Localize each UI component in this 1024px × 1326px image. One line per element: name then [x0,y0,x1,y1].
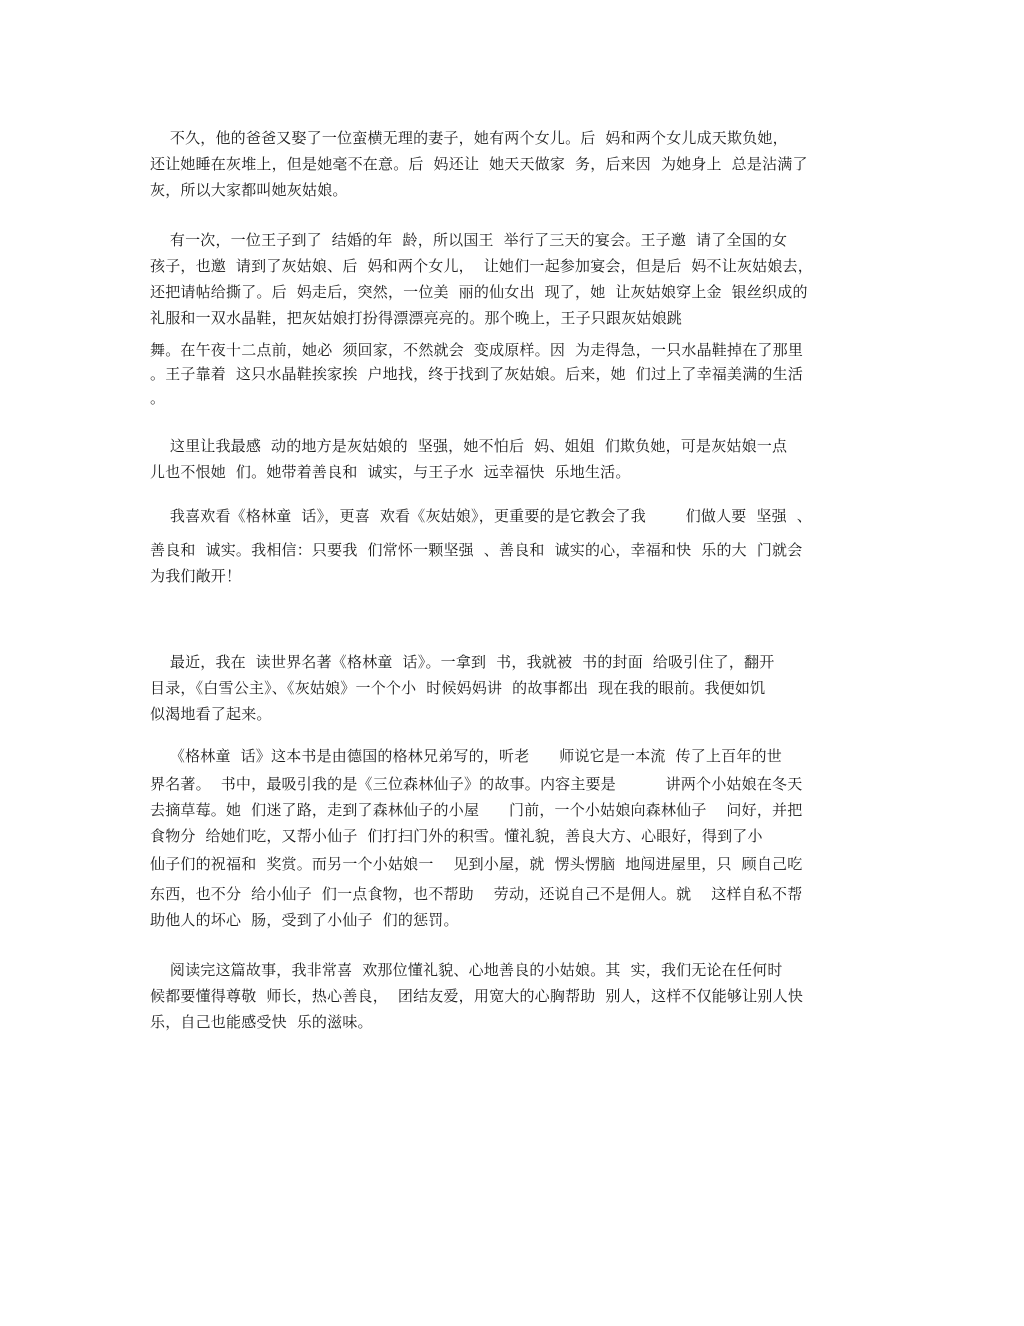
paragraph-2-line-6: 。王子靠着 这只水晶鞋挨家挨 户地找，终于找到了灰姑娘。后来，她 们过上了幸福美满的生活 [150,365,804,383]
paragraph-5-line-1: 最近，我在 读世界名著《格林童 话》。一拿到 书，我就被 书的封面 给吸引住了，翻开 [150,653,775,671]
paragraph-2-line-3: 还把请帖给撕了。后 妈走后，突然，一位美 丽的仙女出 现了，她 让灰姑娘穿上金 银丝织成的 [150,283,808,301]
paragraph-7-line-1: 阅读完这篇故事，我非常喜 欢那位懂礼貌、心地善良的小姑娘。其 实，我们无论在任何时 [150,961,783,979]
paragraph-2-line-5: 舞。在午夜十二点前，她必 须回家，不然就会 变成原样。因 为走得急，一只水晶鞋掉在了那里 [150,341,804,359]
paragraph-6-line-1: 《格林童 话》这本书是由德国的格林兄弟写的，听老 师说它是一本流 传了上百年的世 [150,747,782,765]
paragraph-4-line-2: 善良和 诚实。我相信：只要我 们常怀一颗坚强 、善良和 诚实的心，幸福和快 乐的大 门就会 [150,541,803,559]
paragraph-4-line-1: 我喜欢看《格林童 话》，更喜 欢看《灰姑娘》，更重要的是它教会了我 们做人要 坚强 、 [150,507,812,525]
paragraph-2-line-4: 礼服和一双水晶鞋，把灰姑娘打扮得漂漂亮亮的。那个晚上，王子只跟灰姑娘跳 [150,309,683,327]
paragraph-6-line-3: 去摘草莓。她 们迷了路，走到了森林仙子的小屋 门前，一个小姑娘向森林仙子 问好，并把 [150,801,803,819]
paragraph-6-line-4: 食物分 给她们吃，又帮小仙子 们打扫门外的积雪。懂礼貌，善良大方、心眼好，得到了小 [150,827,763,845]
paragraph-1-line-3: 灰，所以大家都叫她灰姑娘。 [150,181,348,199]
paragraph-6-line-5: 仙子们的祝福和 奖赏。而另一个小姑娘一 见到小屋，就 愣头愣脑 地闯进屋里，只 顾自己吃 [150,855,803,873]
paragraph-2-line-1: 有一次，一位王子到了 结婚的年 龄，所以国王 举行了三天的宴会。王子邀 请了全国的女 [150,231,788,249]
paragraph-7-line-3: 乐，自己也能感受快 乐的滋味。 [150,1013,373,1031]
paragraph-2-line-7: 。 [150,389,166,407]
paragraph-2-line-2: 孩子，也邀 请到了灰姑娘、后 妈和两个女儿， 让她们一起参加宴会，但是后 妈不让灰姑娘去， [150,257,813,275]
paragraph-7-line-2: 候都要懂得尊敬 师长，热心善良， 团结友爱，用宽大的心胸帮助 别人，这样不仅能够让别人快 [150,987,804,1005]
paragraph-6-line-2: 界名著。 书中，最吸引我的是《三位森林仙子》的故事。内容主要是 讲两个小姑娘在冬天 [150,775,803,793]
paragraph-5-line-2: 目录，《白雪公主》、《灰姑娘》一个个小 时候妈妈讲 的故事都出 现在我的眼前。我便如饥 [150,679,766,697]
paragraph-6-line-7: 助他人的坏心 肠，受到了小仙子 们的惩罚。 [150,911,459,929]
paragraph-1-line-1: 不久，他的爸爸又娶了一位蛮横无理的妻子，她有两个女儿。后 妈和两个女儿成天欺负她， [150,129,788,147]
paragraph-3-line-1: 这里让我最感 动的地方是灰姑娘的 坚强，她不怕后 妈、姐姐 们欺负她，可是灰姑娘一点 [150,437,788,455]
paragraph-6-line-6: 东西，也不分 给小仙子 们一点食物，也不帮助 劳动，还说自己不是佣人。就 这样自私不帮 [150,885,803,903]
paragraph-5-line-3: 似渴地看了起来。 [150,705,272,723]
paragraph-1-line-2: 还让她睡在灰堆上，但是她毫不在意。后 妈还让 她天天做家 务，后来因 为她身上 总是沾满了 [150,155,808,173]
paragraph-3-line-2: 儿也不恨她 们。她带着善良和 诚实，与王子水 远幸福快 乐地生活。 [150,463,631,481]
paragraph-4-line-3: 为我们敞开！ [150,567,242,585]
